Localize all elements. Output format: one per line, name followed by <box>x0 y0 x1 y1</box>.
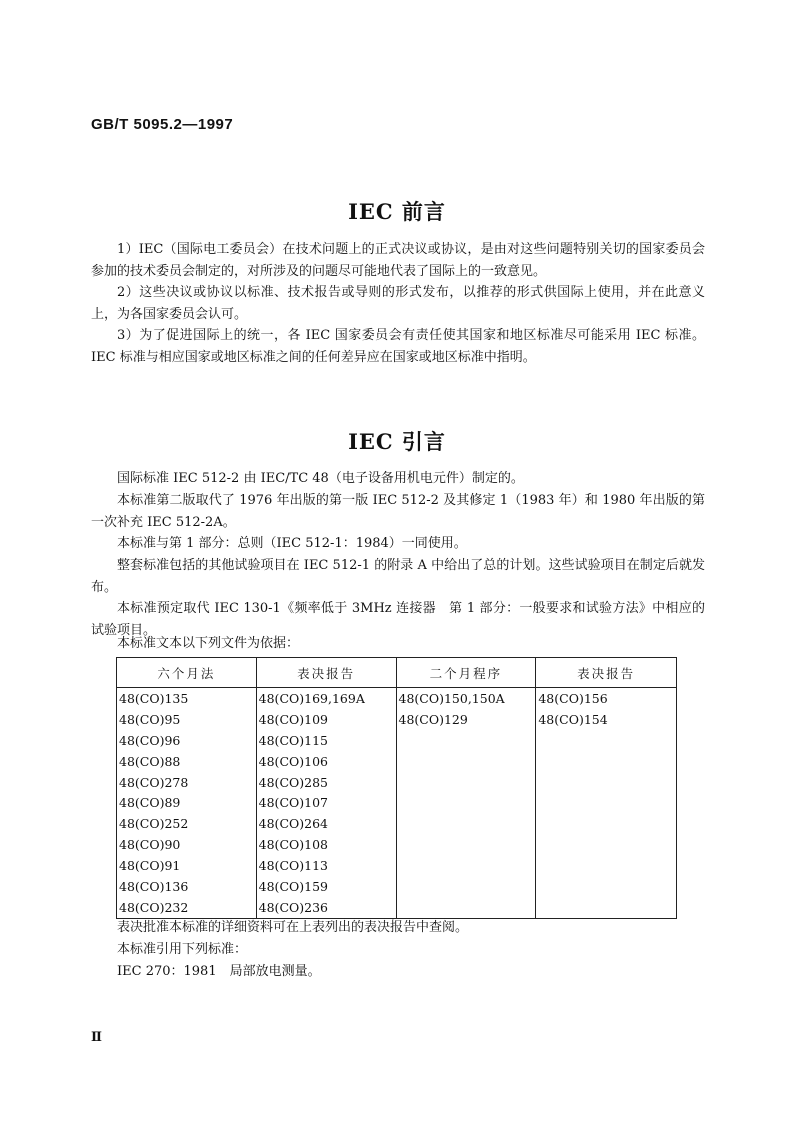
table-cell <box>396 813 536 834</box>
introduction-paragraph: 本标准第二版取代了 1976 年出版的第一版 IEC 512-2 及其修定 1（1983 年）和 1980 年出版的第一次补充 IEC 512-2A。 <box>91 493 705 530</box>
table-row <box>117 730 677 751</box>
table-cell: 48(CO)88 <box>117 751 257 772</box>
introduction-paragraph: 本标准预定取代 IEC 130-1《频率低于 3MHz 连接器 第 1 部分：一般要求和试验方法》中相应的试验项目。 <box>91 601 705 638</box>
table-cell: 48(CO)159 <box>256 876 396 897</box>
standard-number: GB/T 5095.2—1997 <box>91 116 234 133</box>
foreword-paragraph: 2）这些决议或协议以标准、技术报告或导则的形式发布，以推荐的形式供国际上使用，并在此意义上，为各国家委员会认可。 <box>91 285 705 322</box>
table-row <box>117 772 677 793</box>
table-cell: 48(CO)169,169A <box>256 688 396 709</box>
documents-table <box>116 657 677 919</box>
table-cell: 48(CO)264 <box>256 813 396 834</box>
table-cell: 48(CO)95 <box>117 709 257 730</box>
after-table-paragraph: 本标准引用下列标准： <box>117 942 248 957</box>
table-cell <box>396 792 536 813</box>
table-cell: 48(CO)136 <box>117 876 257 897</box>
table-cell: 48(CO)232 <box>117 897 257 918</box>
table-cell <box>536 813 677 834</box>
table-cell <box>396 772 536 793</box>
table-cell: 48(CO)129 <box>396 709 536 730</box>
table-cell <box>536 751 677 772</box>
after-table-paragraph: 表决批准本标准的详细资料可在上表列出的表决报告中查阅。 <box>117 920 469 935</box>
table-cell <box>536 730 677 751</box>
table-cell <box>536 897 677 918</box>
table-cell: 48(CO)156 <box>536 688 677 709</box>
table-cell: 48(CO)113 <box>256 855 396 876</box>
table-header-cell: 表决报告 <box>536 658 677 688</box>
table-cell: 48(CO)107 <box>256 792 396 813</box>
table-cell <box>396 876 536 897</box>
table-row <box>117 792 677 813</box>
table-cell <box>396 855 536 876</box>
table-row <box>117 855 677 876</box>
table-cell <box>536 855 677 876</box>
introduction-paragraph: 整套标准包括的其他试验项目在 IEC 512-1 的附录 A 中给出了总的计划。这些试验项目在制定后就发布。 <box>91 558 705 595</box>
table-cell: 48(CO)150,150A <box>396 688 536 709</box>
table-row <box>117 897 677 918</box>
table-cell <box>536 772 677 793</box>
table-cell: 48(CO)96 <box>117 730 257 751</box>
introduction-paragraph: 本标准与第 1 部分：总则（IEC 512-1：1984）一同使用。 <box>117 536 467 551</box>
table-header-cell: 二个月程序 <box>396 658 536 688</box>
table-header-cell: 六个月法 <box>117 658 257 688</box>
introduction-title: IEC 引言 <box>348 429 446 454</box>
table-cell <box>396 897 536 918</box>
table-cell <box>396 730 536 751</box>
table-row <box>117 813 677 834</box>
table-row <box>117 876 677 897</box>
table-cell: 48(CO)115 <box>256 730 396 751</box>
table-cell: 48(CO)109 <box>256 709 396 730</box>
foreword-title: IEC 前言 <box>348 199 446 224</box>
table-cell: 48(CO)135 <box>117 688 257 709</box>
page-number: Ⅱ <box>91 1030 102 1045</box>
foreword-paragraph: 1）IEC（国际电工委员会）在技术问题上的正式决议或协议，是由对这些问题特别关切的国家委员会参加的技术委员会制定的，对所涉及的问题尽可能地代表了国际上的一致意见。 <box>91 242 705 279</box>
table-row <box>117 709 677 730</box>
table-cell: 48(CO)108 <box>256 834 396 855</box>
table-cell <box>536 792 677 813</box>
table-cell: 48(CO)285 <box>256 772 396 793</box>
introduction-paragraph: 本标准文本以下列文件为依据： <box>117 636 300 651</box>
table-row <box>117 834 677 855</box>
table-cell: 48(CO)90 <box>117 834 257 855</box>
reference-standard: IEC 270：1981 局部放电测量。 <box>117 964 321 979</box>
table-cell <box>536 834 677 855</box>
table-row <box>117 751 677 772</box>
table-cell: 48(CO)278 <box>117 772 257 793</box>
table-cell <box>396 751 536 772</box>
table-cell: 48(CO)252 <box>117 813 257 834</box>
table-cell: 48(CO)106 <box>256 751 396 772</box>
table-cell: 48(CO)91 <box>117 855 257 876</box>
introduction-paragraph: 国际标准 IEC 512-2 由 IEC/TC 48（电子设备用机电元件）制定的。 <box>117 471 524 486</box>
table-cell: 48(CO)236 <box>256 897 396 918</box>
table-header-cell: 表决报告 <box>256 658 396 688</box>
table-row <box>117 688 677 709</box>
table-cell <box>396 834 536 855</box>
foreword-paragraph: 3）为了促进国际上的统一，各 IEC 国家委员会有责任使其国家和地区标准尽可能采用 IEC 标准。IEC 标准与相应国家或地区标准之间的任何差异应在国家或地区标准中指明。 <box>91 328 705 365</box>
table-cell: 48(CO)154 <box>536 709 677 730</box>
table-cell <box>536 876 677 897</box>
table-header-row <box>117 658 677 688</box>
table-cell: 48(CO)89 <box>117 792 257 813</box>
